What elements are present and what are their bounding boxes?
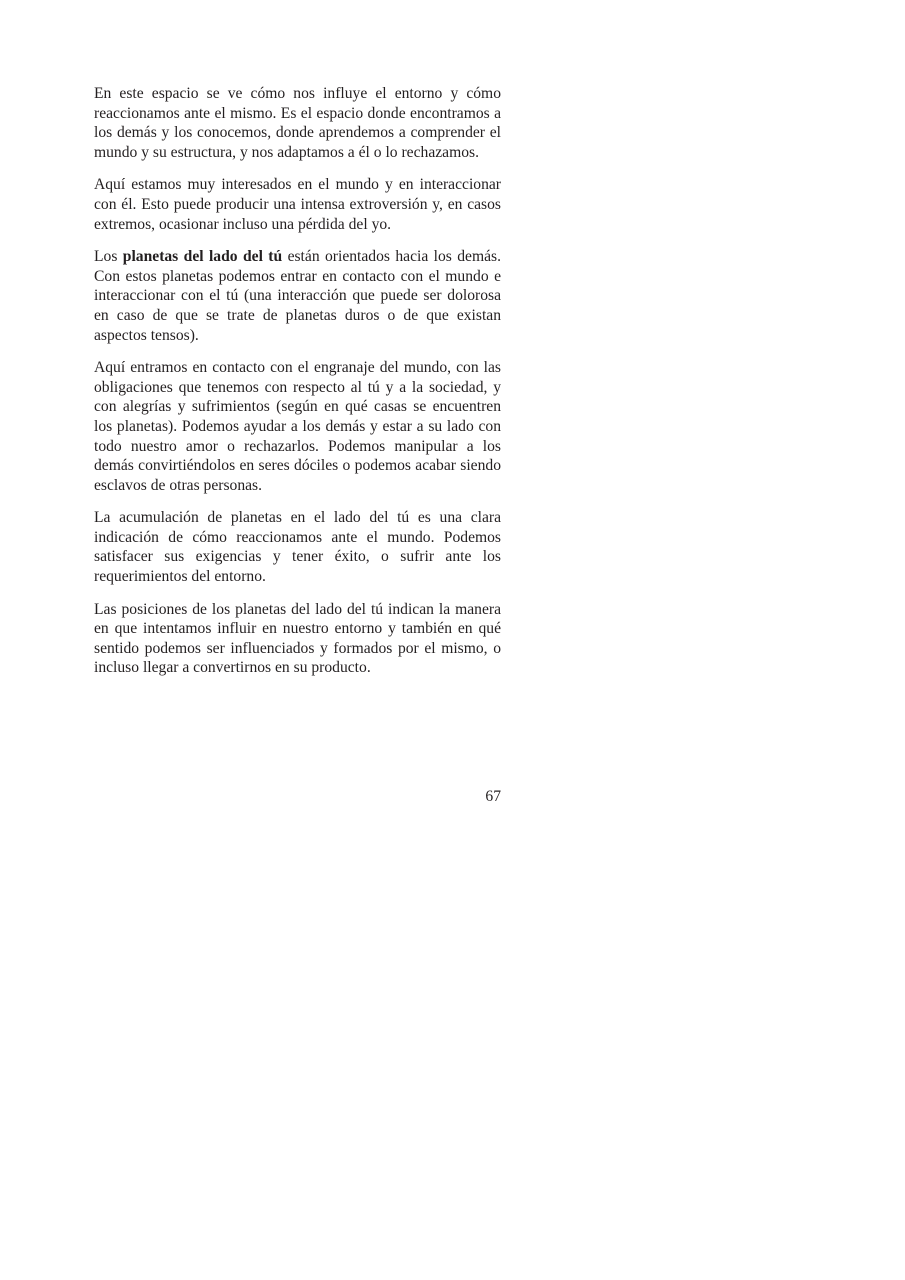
paragraph-3 — [94, 247, 501, 345]
paragraph-5: La acumulación de planetas en el lado del tú es una clara indicación de cómo reaccionamos ante el mundo. Podemos satisfacer sus exigencias y tener éxito, o sufrir ante los requerimientos del entorno. — [94, 509, 501, 586]
bold-term: planetas del lado del tú — [122, 248, 283, 266]
paragraph-4: Aquí entramos en contacto con el engranaje del mundo, con las obligaciones que tenemos con respecto al tú y a la sociedad, y con alegrías y sufrimientos (según en qué casas se encuentren los planetas). Podemos ayudar a los demás y estar a su lado con todo nuestro amor o rechazarlos. Podemos manipular a los demás convirtiéndolos en seres dóciles o podemos acabar siendo esclavos de otras personas. — [94, 359, 501, 494]
body-text — [94, 84, 501, 691]
paragraph-6: Las posiciones de los planetas del lado del tú indican la manera en que intentamos influir en nuestro entorno y también en qué sentido podemos ser influenciados y formados por el mismo, o incluso llegar a convertirnos en su producto. — [94, 600, 501, 677]
paragraph-3-rest: están orientados hacia los demás. Con estos planetas podemos entrar en contacto con el mundo e interaccionar con el tú (una interacción que puede ser dolorosa en caso de que se trate de planetas duros o de que existan aspectos tensos). — [94, 248, 501, 344]
page-number: 67 — [485, 788, 501, 805]
paragraph-2: Aquí estamos muy interesados en el mundo y en interaccionar con él. Esto puede producir una intensa extroversión y, en casos extremos, ocasionar incluso una pérdida del yo. — [94, 176, 501, 233]
paragraph-1: En este espacio se ve cómo nos influye el entorno y cómo reaccionamos ante el mismo. Es el espacio donde encontramos a los demás y los conocemos, donde aprendemos a comprender el mundo y su estructura, y nos adaptamos a él o lo rechazamos. — [94, 85, 501, 161]
paragraph-3-lead: Los — [94, 248, 123, 266]
